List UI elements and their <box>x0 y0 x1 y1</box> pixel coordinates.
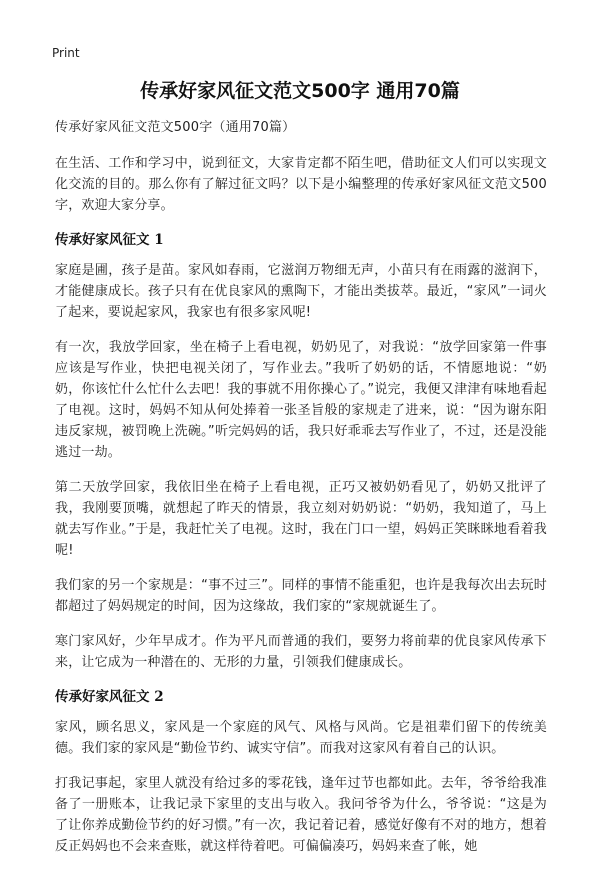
section-1-paragraph: 寒门家风好，少年早成才。作为平凡而普通的我们，要努力将前辈的优良家风传承下来，让它成为一种潜在的、无形的力量，引领我们健康成长。 <box>55 634 547 670</box>
document-body <box>55 117 547 871</box>
section-2-paragraph: 家风，顾名思义，家风是一个家庭的风气、风格与风尚。它是祖辈们留下的传统美德。我们家的家风是“勤俭节约、诚实守信”。而我对这家风有着自己的认识。 <box>55 720 547 756</box>
section-1-paragraph: 我们家的另一个家规是：“事不过三”。同样的事情不能重犯，也许是我每次出去玩时都超过了妈妈规定的时间，因为这缘故，我们家的“家规就诞生了。 <box>55 578 547 614</box>
section-2-paragraph: 打我记事起，家里人就没有给过多的零花钱，逢年过节也都如此。去年，爷爷给我准备了一册账本，让我记录下家里的支出与收入。我问爷爷为什么，爷爷说：“这是为了让你养成勤俭节约的好习惯。”有一次，我记着记着，感觉好像有不对的地方，想着反正妈妈也不会来查账，就这样待着吧。可偏偏凑巧，妈妈来查了帐，她 <box>55 776 547 854</box>
print-link[interactable]: Print <box>52 46 80 60</box>
page-title: 传承好家风征文范文500字 通用70篇 <box>140 80 460 102</box>
section-heading-1: 传承好家风征文 1 <box>55 232 164 248</box>
section-heading-2: 传承好家风征文 2 <box>55 689 164 705</box>
intro-paragraph: 在生活、工作和学习中，说到征文，大家肯定都不陌生吧，借助征文人们可以实现文化交流的目的。那么你有了解过征文吗？以下是小编整理的传承好家风征文范文500字，欢迎大家分享。 <box>55 156 547 213</box>
document-subtitle: 传承好家风征文范文500字（通用70篇） <box>55 120 296 135</box>
section-1-paragraph: 家庭是圃，孩子是苗。家风如春雨，它滋润万物细无声，小苗只有在雨露的滋润下，才能健康成长。孩子只有在优良家风的熏陶下，才能出类拔萃。最近，“家风”一词火了起来，要说起家风，我家也有很多家风呢! <box>55 263 547 320</box>
section-1-paragraph: 有一次，我放学回家，坐在椅子上看电视，奶奶见了，对我说：“放学回家第一件事应该是写作业，快把电视关闭了，写作业去。”我听了奶奶的话，不情愿地说：“奶奶，你该忙什么忙什么去吧！我的事就不用你操心了。”说完，我便又津津有味地看起了电视。这时，妈妈不知从何处捧着一张圣旨般的家规走了进来，说：“因为谢东阳违反家规，被罚晚上洗碗。”听完妈妈的话，我只好乖乖去写作业了，不过，还是没能逃过一劫。 <box>55 340 547 460</box>
section-1-paragraph: 第二天放学回家，我依旧坐在椅子上看电视，正巧又被奶奶看见了，奶奶又批评了我，我刚要顶嘴，就想起了昨天的情景，我立刻对奶奶说：“奶奶，我知道了，马上就去写作业。”于是，我赶忙关了电视。这时，我在门口一望，妈妈正笑眯眯地看着我呢! <box>55 480 547 558</box>
